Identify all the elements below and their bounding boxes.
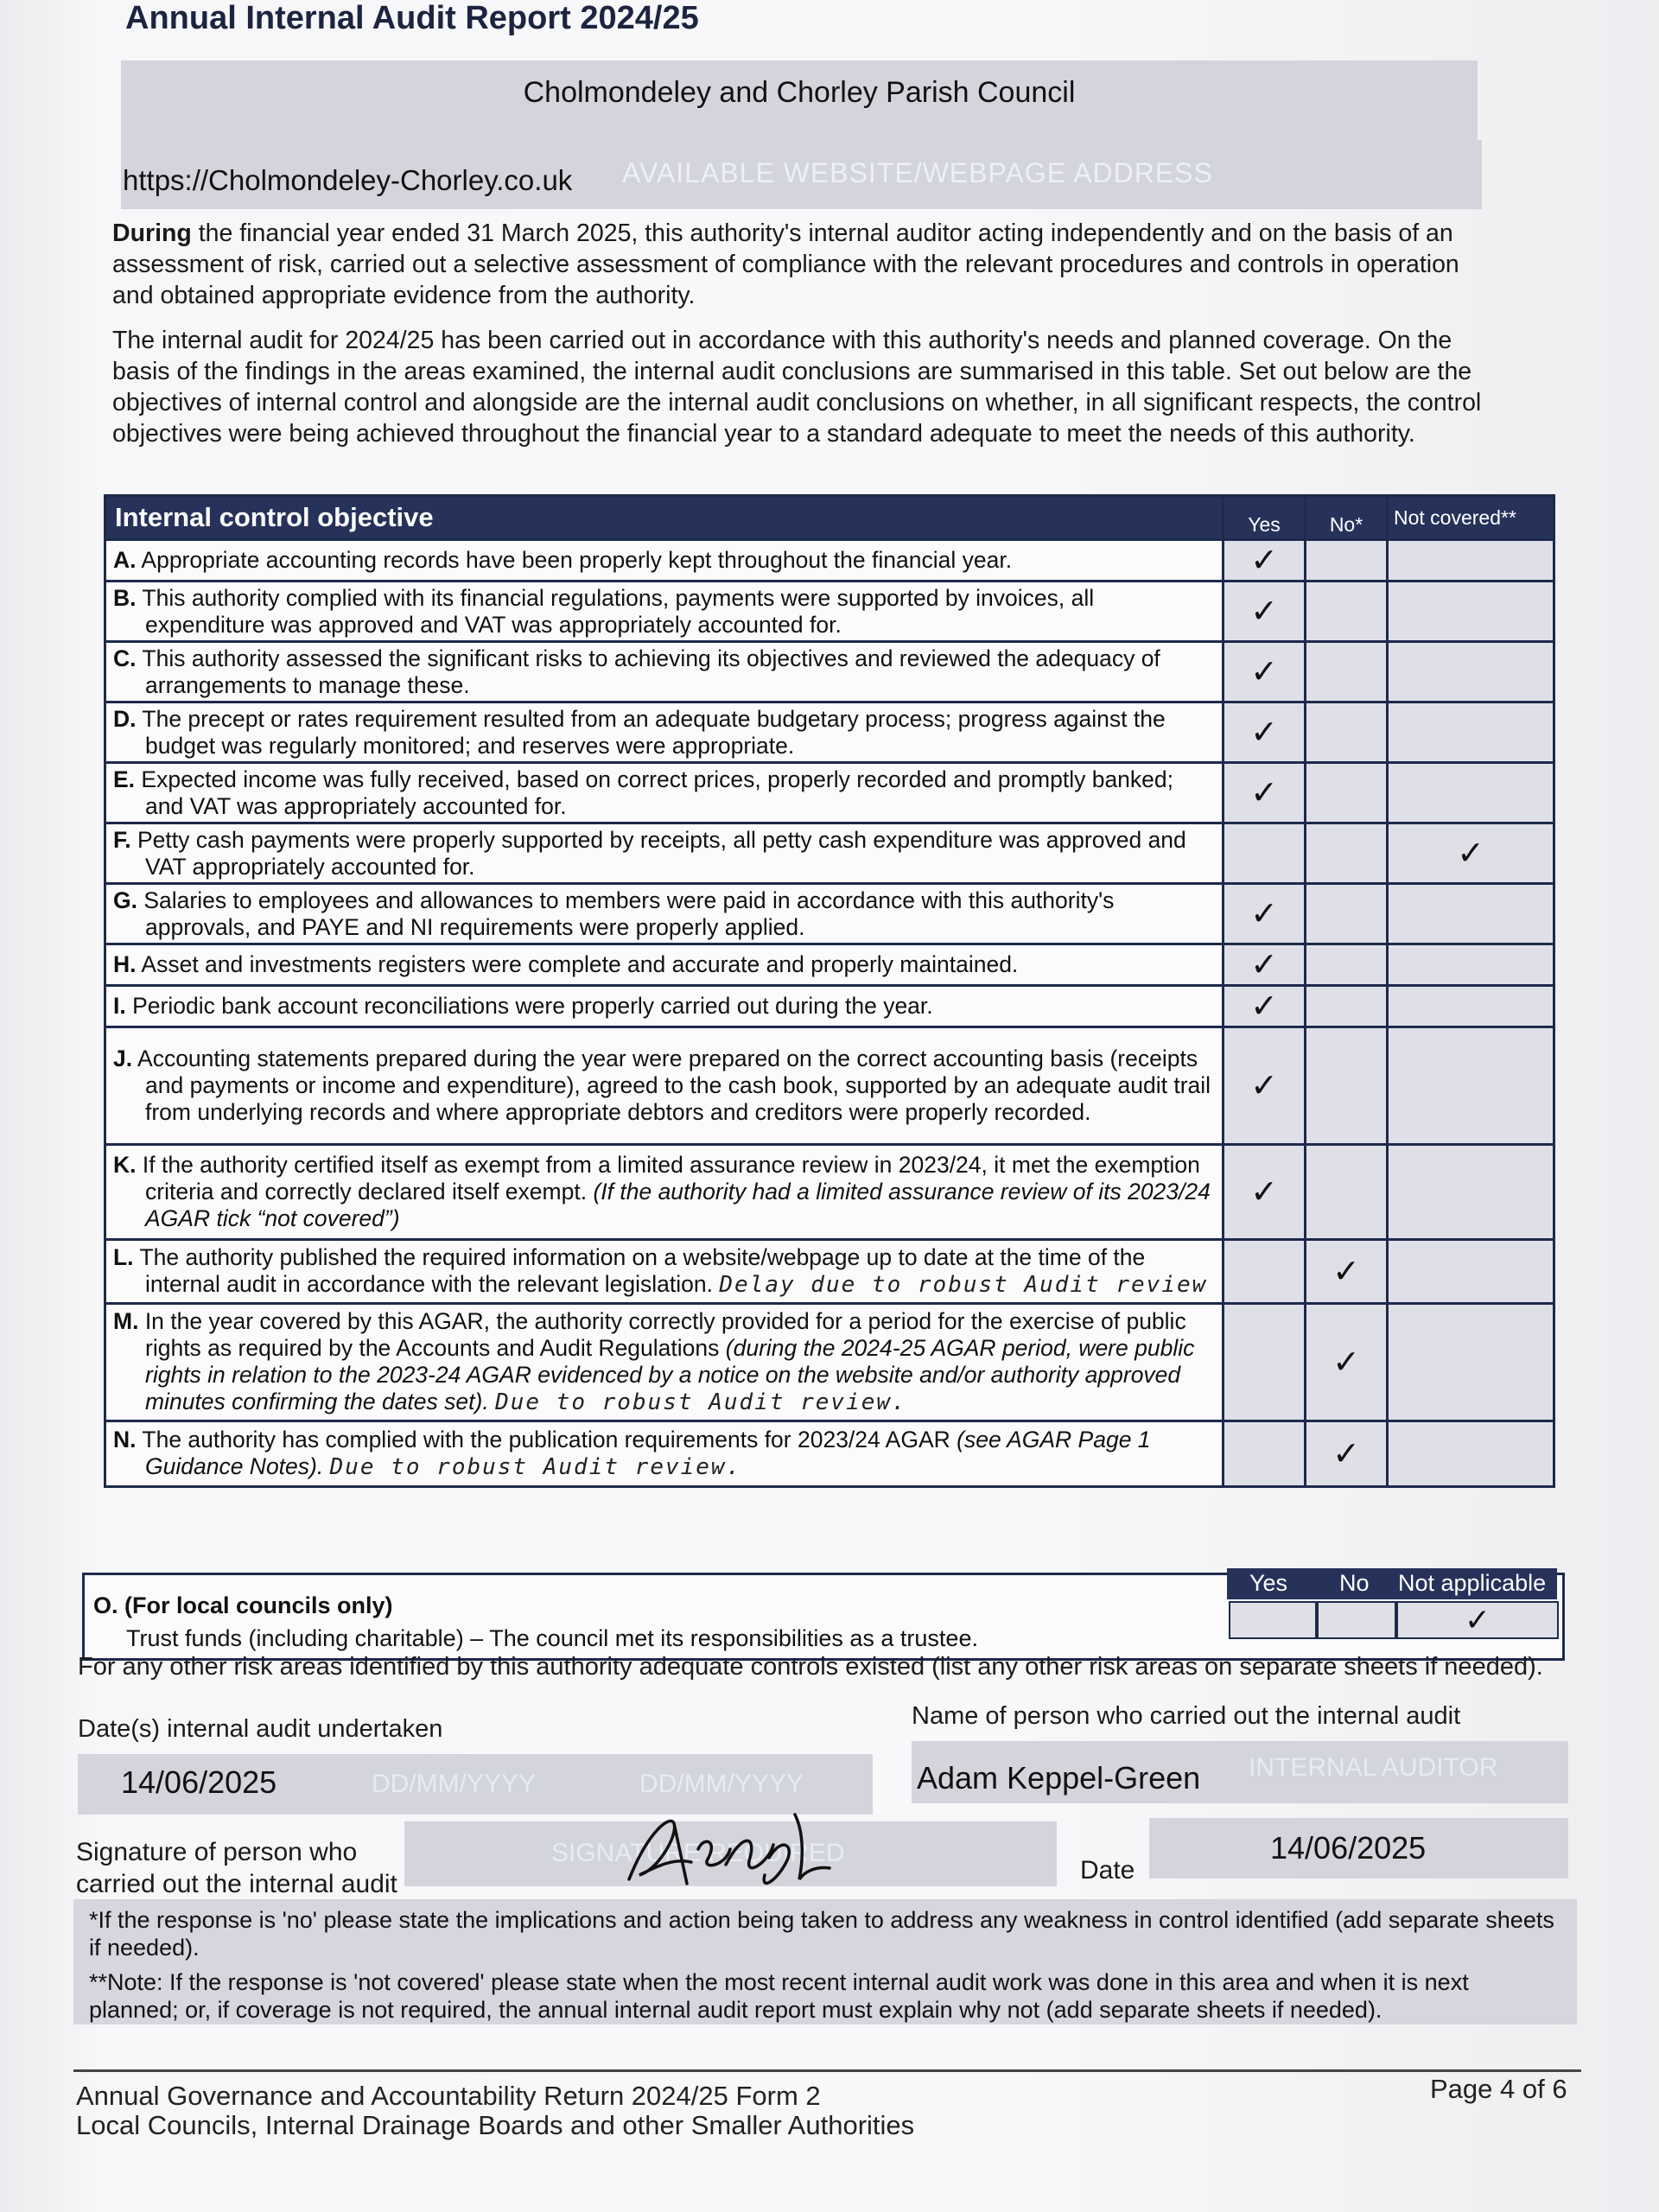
table-row (105, 884, 1554, 944)
check-icon: ✓ (1250, 1174, 1278, 1211)
council-name: Cholmondeley and Chorley Parish Council (523, 76, 1076, 109)
table-row (105, 823, 1554, 884)
section-o-yes-box[interactable] (1229, 1601, 1317, 1639)
footer-page-number: Page 4 of 6 (1430, 2074, 1567, 2104)
objective-text: This authority assessed the significant risks to achieving its objectives and reviewed the adequacy of arrangements to manage these. (142, 645, 1160, 698)
objective-letter: C. (113, 645, 137, 671)
objective-letter: F. (113, 826, 131, 853)
table-row (105, 582, 1554, 642)
objective-letter: N. (113, 1427, 137, 1452)
section-o-header (1227, 1568, 1557, 1599)
website-value: https://Cholmondeley-Chorley.co.uk (123, 164, 573, 196)
table-row (105, 702, 1554, 763)
check-icon: ✓ (1250, 654, 1278, 690)
table-row (105, 1027, 1554, 1145)
dates-placeholder-3: DD/MM/YYYY (639, 1770, 804, 1798)
check-icon: ✓ (1250, 896, 1278, 932)
no-checkbox[interactable] (1306, 944, 1388, 986)
objective-header: Internal control objective (105, 496, 1224, 540)
website-field[interactable] (121, 140, 1482, 209)
check-icon: ✓ (1332, 1254, 1360, 1290)
check-icon: ✓ (1250, 1068, 1278, 1104)
yes-checkbox[interactable] (1224, 540, 1306, 582)
intro-paragraph-1-text: the financial year ended 31 March 2025, this authority's internal auditor acting independently and on the basis of an assessment of risk, carried out a selective assessment of compliance with the relevant procedures and controls in operation and obtained appropriate evidence from the authority. (112, 219, 1459, 309)
table-row (105, 763, 1554, 823)
date-field[interactable] (1149, 1818, 1568, 1878)
check-icon: ✓ (1332, 1436, 1360, 1472)
objective-text: The precept or rates requirement resulted from an adequate budgetary process; progress against the budget was regularly monitored; and reserves were appropriate. (142, 705, 1166, 759)
objective-text: Petty cash payments were properly supported by receipts, all petty cash expenditure was approved and VAT appropriately accounted for. (137, 826, 1186, 880)
objective-guidance: (see AGAR Page 1 Guidance Notes). (145, 1427, 1151, 1479)
yes-header: Yes (1224, 496, 1306, 540)
not-covered-checkbox[interactable] (1388, 884, 1554, 944)
objective-text: Accounting statements prepared during the year were prepared on the correct accounting basis (receipts and payments or income and expenditure), agreed to the cash book, supported by an adequate audit trail from underlying records and where appropriate debtors and creditors were properly recorded. (137, 1046, 1211, 1125)
objective-text: Periodic bank account reconciliations were properly carried out during the year. (132, 993, 933, 1019)
signature-label-line-2: carried out the internal audit (76, 1870, 397, 1898)
other-risk-text: For any other risk areas identified by this authority adequate controls existed (list any other risk areas on separate sheets if needed). (78, 1653, 1543, 1681)
not-covered-checkbox[interactable] (1388, 1421, 1554, 1487)
footer-divider (73, 2069, 1581, 2072)
note-not-covered: **Note: If the response is 'not covered' please state when the most recent internal audit work was done in this area and when it is next planned; or, if coverage is not required, the annual internal audit report must explain why not (add separate sheets if needed). (89, 1969, 1469, 2023)
objective-letter: B. (113, 584, 137, 611)
not-covered-checkbox[interactable] (1388, 642, 1554, 702)
yes-checkbox[interactable] (1224, 823, 1306, 884)
report-title: Annual Internal Audit Report 2024/25 (125, 0, 699, 36)
no-checkbox[interactable] (1306, 1304, 1388, 1421)
no-header: No* (1306, 496, 1388, 540)
yes-checkbox[interactable] (1224, 763, 1306, 823)
table-header-row (105, 496, 1554, 540)
check-icon: ✓ (1250, 543, 1278, 579)
yes-checkbox[interactable] (1224, 642, 1306, 702)
control-objective (105, 1027, 1224, 1145)
note-no-response: *If the response is 'no' please state the implications and action being taken to address any weakness in control identified (add separate sheets if needed). (89, 1907, 1554, 1961)
control-objective (105, 986, 1224, 1027)
signature-label-line-1: Signature of person who (76, 1838, 358, 1866)
no-checkbox[interactable] (1306, 540, 1388, 582)
table-body (105, 540, 1554, 1487)
date-label: Date (1080, 1856, 1135, 1885)
signature-placeholder: SIGNATURE REQUIRED (551, 1839, 845, 1867)
auditor-name-field[interactable] (912, 1741, 1568, 1803)
objective-text: Salaries to employees and allowances to members were paid in accordance with this authority's approvals, and PAYE and NI requirements were properly applied. (143, 887, 1115, 940)
section-o-na-header: Not applicable (1398, 1570, 1547, 1596)
objective-letter: J. (113, 1046, 133, 1071)
objective-letter: E. (113, 766, 136, 792)
no-checkbox[interactable] (1306, 823, 1388, 884)
section-o-label: O. (For local councils only) (93, 1592, 393, 1618)
not-covered-checkbox[interactable] (1388, 1027, 1554, 1145)
yes-checkbox[interactable] (1224, 944, 1306, 986)
check-icon: ✓ (1250, 594, 1278, 630)
not-covered-checkbox[interactable] (1388, 1240, 1554, 1304)
objective-letter: M. (113, 1308, 139, 1334)
yes-checkbox[interactable] (1224, 1027, 1306, 1145)
intro-bold: During (112, 219, 192, 247)
control-objective (105, 1304, 1224, 1421)
control-objective (105, 540, 1224, 582)
no-checkbox[interactable] (1306, 642, 1388, 702)
yes-checkbox[interactable] (1224, 582, 1306, 642)
objective-letter: H. (113, 951, 137, 977)
yes-checkbox[interactable] (1224, 1304, 1306, 1421)
table-row (105, 540, 1554, 582)
objective-text: In the year covered by this AGAR, the authority correctly provided for a period for the exercise of public rights as required by the Accounts and Audit Regulations (144, 1308, 1186, 1361)
handwritten-note: Due to robust Audit review. (495, 1389, 907, 1415)
objective-text: Expected income was fully received, based on correct prices, properly recorded and promptly banked; and VAT was appropriately accounted for. (141, 766, 1174, 819)
footer-line-1: Annual Governance and Accountability Return 2024/25 Form 2 (76, 2081, 821, 2111)
yes-checkbox[interactable] (1224, 1240, 1306, 1304)
check-icon: ✓ (1250, 947, 1278, 983)
table-row (105, 1304, 1554, 1421)
no-checkbox[interactable] (1306, 582, 1388, 642)
objective-letter: L. (113, 1244, 134, 1270)
no-checkbox[interactable] (1306, 986, 1388, 1027)
objective-letter: A. (113, 547, 137, 573)
section-o-text: Trust funds (including charitable) – The council met its responsibilities as a trustee. (126, 1625, 978, 1651)
website-placeholder: AVAILABLE WEBSITE/WEBPAGE ADDRESS (622, 157, 1213, 188)
objective-guidance: (If the authority had a limited assurance review of its 2023/24 AGAR tick “not covered”) (145, 1179, 1211, 1231)
not-covered-checkbox[interactable] (1388, 986, 1554, 1027)
auditor-signature (622, 1797, 847, 1901)
yes-checkbox[interactable] (1224, 1145, 1306, 1240)
objective-letter: D. (113, 705, 137, 732)
objective-letter: G. (113, 887, 137, 913)
notes-box (73, 1899, 1577, 2024)
objective-guidance: (during the 2024-25 AGAR period, were public rights in relation to the 2023-24 AGAR evidenced by a notice on the website and/or authority approved minutes confirming the dates set). (145, 1335, 1195, 1414)
footer-line-2: Local Councils, Internal Drainage Boards and other Smaller Authorities (76, 2110, 915, 2140)
no-checkbox[interactable] (1306, 763, 1388, 823)
table-row (105, 1240, 1554, 1304)
objective-letter: I. (113, 993, 126, 1019)
objective-letter: K. (113, 1152, 137, 1178)
no-checkbox[interactable] (1306, 1145, 1388, 1240)
yes-checkbox[interactable] (1224, 884, 1306, 944)
not-covered-checkbox[interactable] (1388, 540, 1554, 582)
control-objective (105, 884, 1224, 944)
objective-text: This authority complied with its financial regulations, payments were supported by invoices, all expenditure was approved and VAT was appropriately accounted for. (142, 584, 1095, 638)
check-icon: ✓ (1464, 1602, 1491, 1637)
check-icon: ✓ (1457, 836, 1484, 872)
section-o-no-box[interactable] (1317, 1601, 1396, 1639)
objective-text: Appropriate accounting records have been properly kept throughout the financial year. (141, 547, 1013, 573)
table-row (105, 944, 1554, 986)
not-covered-checkbox[interactable] (1388, 1304, 1554, 1421)
auditor-name: Adam Keppel-Green (917, 1760, 1201, 1796)
no-checkbox[interactable] (1306, 1421, 1388, 1487)
objective-text: The authority has complied with the publication requirements for 2023/24 AGAR (142, 1427, 950, 1452)
control-objective (105, 1145, 1224, 1240)
handwritten-note: Delay due to robust Audit review (719, 1272, 1208, 1298)
not-covered-checkbox[interactable] (1388, 582, 1554, 642)
not-covered-checkbox[interactable] (1388, 823, 1554, 884)
objective-text: If the authority certified itself as exempt from a limited assurance review in 2023/24, it met the exemption criteria and correctly declared itself exempt. (142, 1152, 1200, 1205)
internal-control-table (104, 494, 1555, 1488)
check-icon: ✓ (1250, 988, 1278, 1025)
yes-checkbox[interactable] (1224, 702, 1306, 763)
control-objective (105, 823, 1224, 884)
intro-paragraph-2: The internal audit for 2024/25 has been carried out in accordance with this authority's needs and planned coverage. On the basis of the findings in the areas examined, the internal audit conclusions are summarised in this table. Set out below are the objectives of internal control and alongside are the internal audit conclusions on whether, in all significant respects, the control objectives were being achieved throughout the financial year to a standard adequate to meet the needs of this authority. (112, 327, 1482, 448)
dates-label: Date(s) internal audit undertaken (78, 1715, 443, 1743)
control-objective (105, 582, 1224, 642)
handwritten-note: Due to robust Audit review. (329, 1454, 742, 1480)
no-checkbox[interactable] (1306, 1027, 1388, 1145)
objective-text: Asset and investments registers were complete and accurate and properly maintained. (141, 951, 1019, 977)
auditor-placeholder: INTERNAL AUDITOR (1249, 1753, 1498, 1782)
check-icon: ✓ (1250, 775, 1278, 811)
not-covered-checkbox[interactable] (1388, 944, 1554, 986)
control-objective (105, 1421, 1224, 1487)
dates-placeholder-2: DD/MM/YYYY (372, 1770, 537, 1798)
table-row (105, 1421, 1554, 1487)
not-covered-checkbox[interactable] (1388, 763, 1554, 823)
table-row (105, 642, 1554, 702)
section-o-no-header: No (1339, 1570, 1370, 1596)
section-o-yes-header: Yes (1249, 1570, 1288, 1596)
control-objective (105, 702, 1224, 763)
control-objective (105, 642, 1224, 702)
no-checkbox[interactable] (1306, 702, 1388, 763)
signature-label (76, 1836, 397, 1900)
date-value: 14/06/2025 (1270, 1830, 1427, 1866)
intro-paragraph-1 (112, 218, 1486, 311)
section-o-na-box[interactable] (1396, 1601, 1559, 1639)
check-icon: ✓ (1332, 1344, 1360, 1381)
table-row (105, 986, 1554, 1027)
not-covered-header: Not covered** (1388, 496, 1554, 540)
no-checkbox[interactable] (1306, 884, 1388, 944)
not-covered-checkbox[interactable] (1388, 1145, 1554, 1240)
not-covered-checkbox[interactable] (1388, 702, 1554, 763)
auditor-label: Name of person who carried out the internal audit (912, 1702, 1461, 1730)
no-checkbox[interactable] (1306, 1240, 1388, 1304)
objective-text: The authority published the required information on a website/webpage up to date at the time of the internal audit in accordance with the relevant legislation. (139, 1244, 1146, 1297)
control-objective (105, 944, 1224, 986)
dates-value: 14/06/2025 (121, 1764, 277, 1800)
control-objective (105, 763, 1224, 823)
check-icon: ✓ (1250, 715, 1278, 751)
yes-checkbox[interactable] (1224, 1421, 1306, 1487)
control-objective (105, 1240, 1224, 1304)
yes-checkbox[interactable] (1224, 986, 1306, 1027)
table-row (105, 1145, 1554, 1240)
